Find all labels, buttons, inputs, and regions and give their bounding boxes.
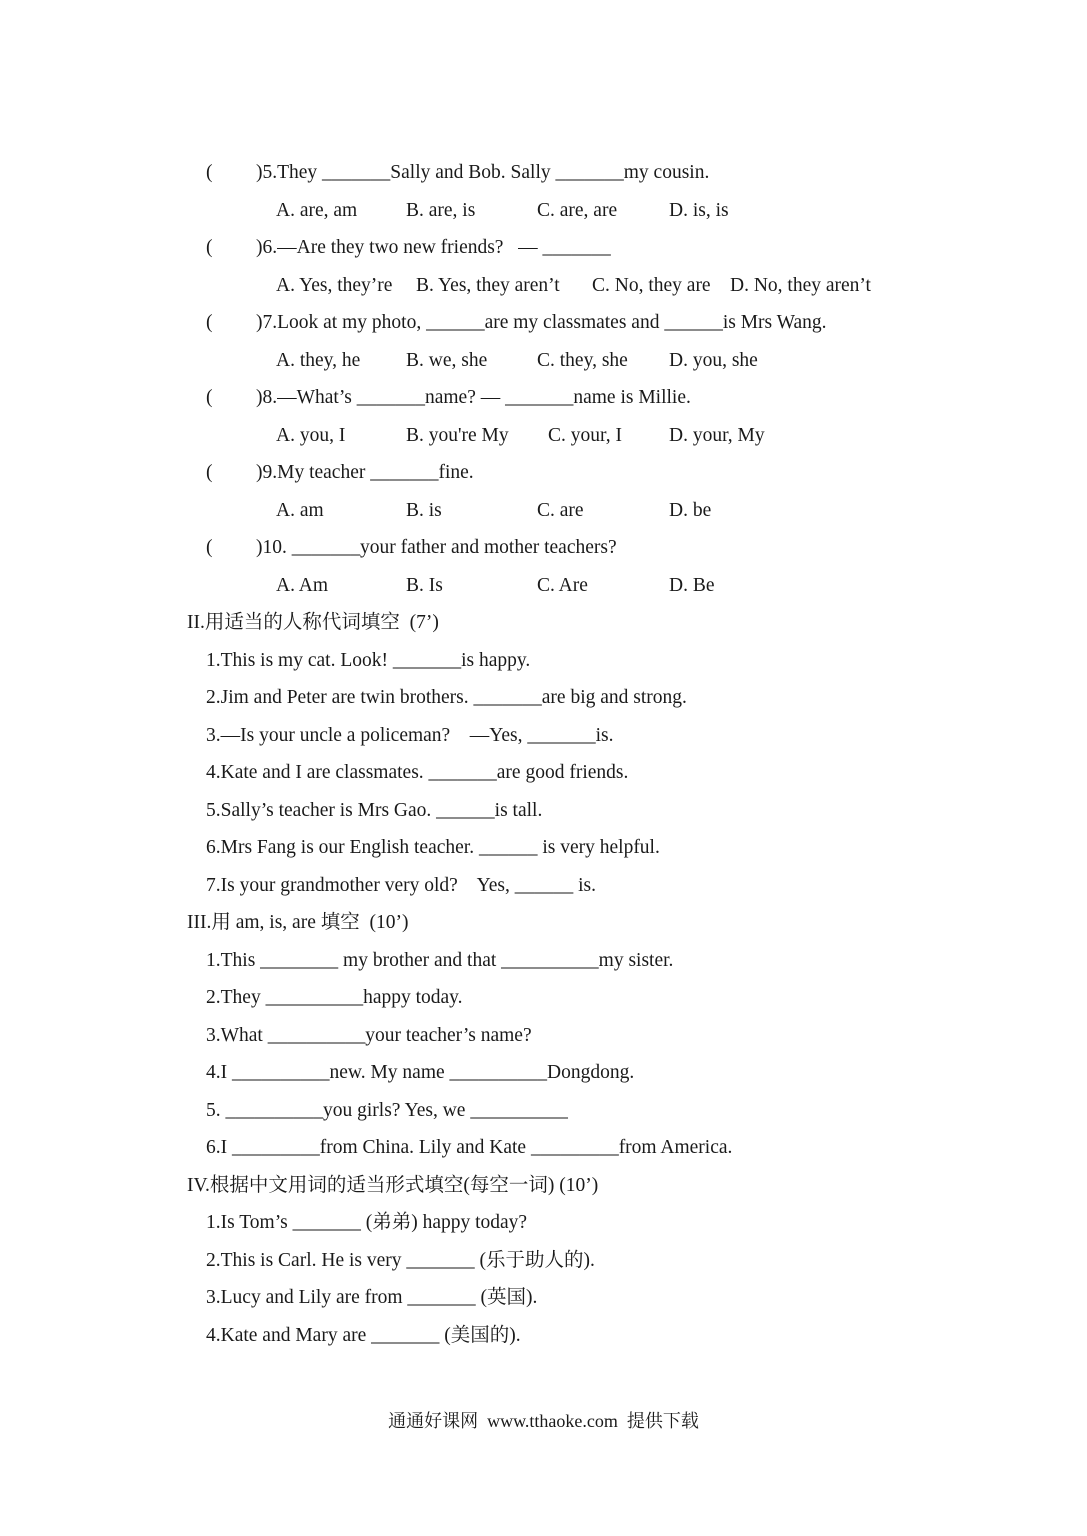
option-c: C. are, are bbox=[537, 200, 618, 221]
section-title: III.用 am, is, are 填空 (10’) bbox=[187, 912, 409, 933]
option-c: C. Are bbox=[537, 575, 588, 596]
option-d: D. Be bbox=[669, 575, 715, 596]
option-c: C. are bbox=[537, 500, 584, 521]
exercise-item: 3.What __________your teacher’s name? bbox=[206, 1025, 532, 1046]
exercise-item: 3.Lucy and Lily are from _______ (英国). bbox=[206, 1287, 538, 1308]
option-d: D. No, they aren’t bbox=[730, 275, 871, 296]
question-text: )7.Look at my photo, ______are my classmates and ______is Mrs Wang. bbox=[256, 312, 827, 333]
exercise-item: 5. __________you girls? Yes, we __________ bbox=[206, 1100, 568, 1121]
answer-paren: ( bbox=[206, 312, 213, 333]
option-b: B. is bbox=[406, 500, 442, 521]
option-c: C. your, I bbox=[548, 425, 622, 446]
option-c: C. No, they are bbox=[592, 275, 711, 296]
option-a: A. they, he bbox=[276, 350, 361, 371]
option-b: B. Is bbox=[406, 575, 443, 596]
question-text: )5.They _______Sally and Bob. Sally _______my cousin. bbox=[256, 162, 710, 183]
exercise-item: 4.Kate and Mary are _______ (美国的). bbox=[206, 1325, 521, 1346]
answer-paren: ( bbox=[206, 162, 213, 183]
question-text: )8.—What’s _______name? — _______name is Millie. bbox=[256, 387, 691, 408]
exercise-item: 1.This is my cat. Look! _______is happy. bbox=[206, 650, 531, 671]
option-d: D. is, is bbox=[669, 200, 729, 221]
option-a: A. Yes, they’re bbox=[276, 275, 393, 296]
option-d: D. be bbox=[669, 500, 712, 521]
exercise-item: 4.Kate and I are classmates. _______are good friends. bbox=[206, 762, 629, 783]
question-text: )6.—Are they two new friends? — _______ bbox=[256, 237, 611, 258]
exercise-item: 2.This is Carl. He is very _______ (乐于助人的). bbox=[206, 1250, 595, 1271]
exercise-item: 1.Is Tom’s _______ (弟弟) happy today? bbox=[206, 1212, 528, 1233]
answer-paren: ( bbox=[206, 237, 213, 258]
option-d: D. your, My bbox=[669, 425, 765, 446]
question-text: )9.My teacher _______fine. bbox=[256, 462, 474, 483]
option-b: B. you're My bbox=[406, 425, 509, 446]
exercise-item: 3.—Is your uncle a policeman? —Yes, _______is. bbox=[206, 725, 614, 746]
section-title: IV.根据中文用词的适当形式填空(每空一词) (10’) bbox=[187, 1175, 599, 1196]
option-a: A. Am bbox=[276, 575, 329, 596]
exercise-item: 6.I _________from China. Lily and Kate _________from America. bbox=[206, 1137, 733, 1158]
exercise-item: 4.I __________new. My name __________Dongdong. bbox=[206, 1062, 635, 1083]
page-footer: 通通好课网 www.tthaoke.com 提供下载 bbox=[388, 1411, 699, 1431]
option-d: D. you, she bbox=[669, 350, 758, 371]
exercise-item: 1.This ________ my brother and that __________my sister. bbox=[206, 950, 674, 971]
option-a: A. am bbox=[276, 500, 324, 521]
exercise-item: 6.Mrs Fang is our English teacher. ______ is very helpful. bbox=[206, 837, 660, 858]
option-b: B. are, is bbox=[406, 200, 476, 221]
question-text: )10. _______your father and mother teachers? bbox=[256, 537, 617, 558]
answer-paren: ( bbox=[206, 387, 213, 408]
exercise-item: 5.Sally’s teacher is Mrs Gao. ______is tall. bbox=[206, 800, 543, 821]
option-a: A. you, I bbox=[276, 425, 346, 446]
section-title: II.用适当的人称代词填空 (7’) bbox=[187, 612, 439, 633]
answer-paren: ( bbox=[206, 537, 213, 558]
exercise-item: 7.Is your grandmother very old? Yes, ______ is. bbox=[206, 875, 596, 896]
exercise-item: 2.They __________happy today. bbox=[206, 987, 463, 1008]
exercise-item: 2.Jim and Peter are twin brothers. _______are big and strong. bbox=[206, 687, 687, 708]
option-a: A. are, am bbox=[276, 200, 358, 221]
answer-paren: ( bbox=[206, 462, 213, 483]
option-c: C. they, she bbox=[537, 350, 628, 371]
option-b: B. we, she bbox=[406, 350, 488, 371]
option-b: B. Yes, they aren’t bbox=[416, 275, 560, 296]
